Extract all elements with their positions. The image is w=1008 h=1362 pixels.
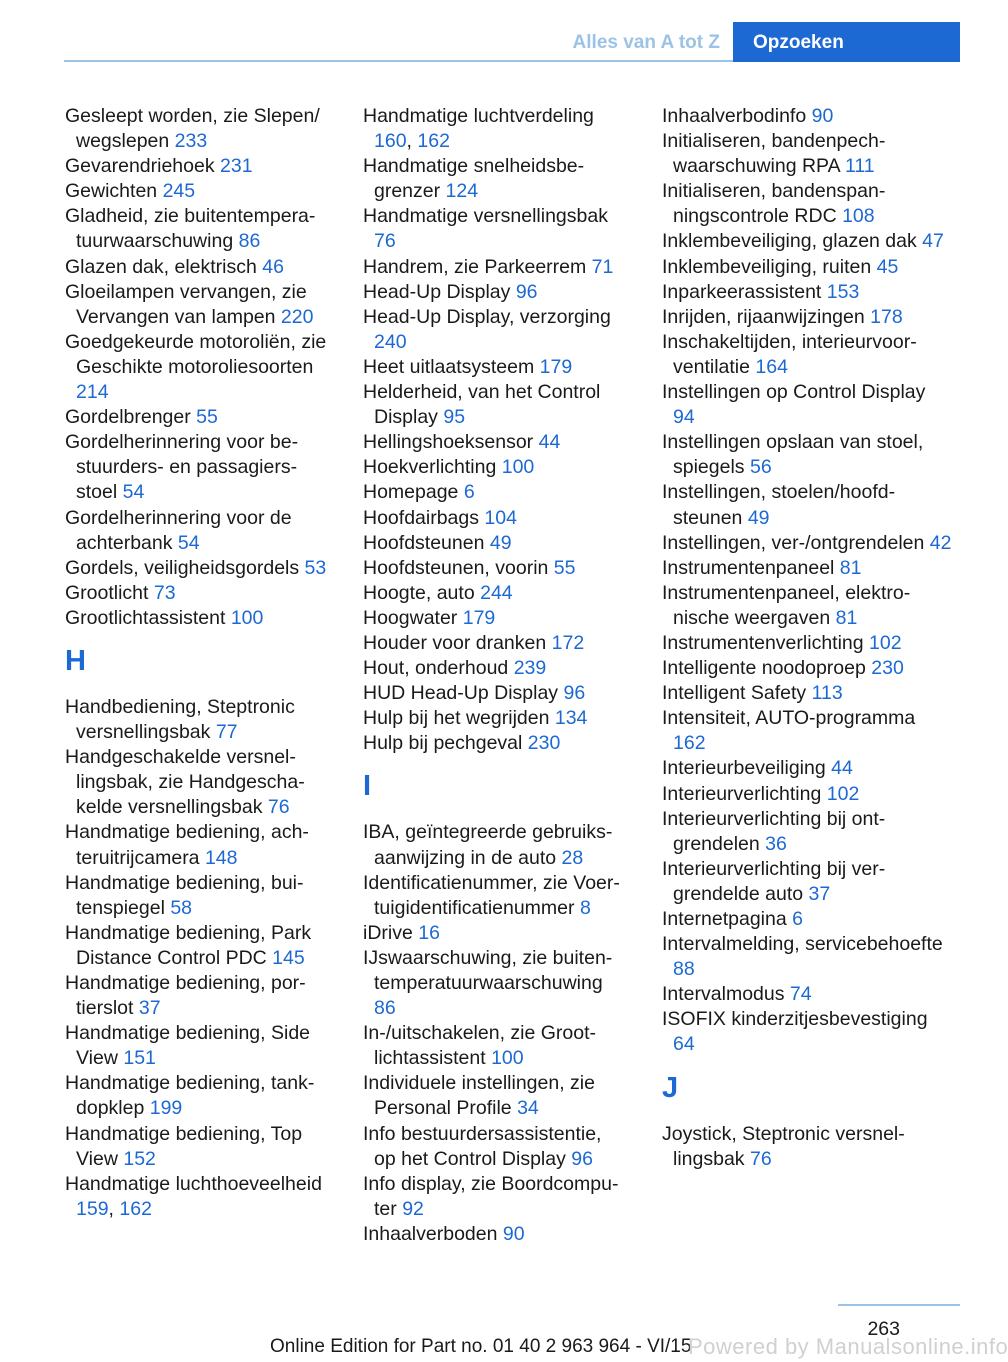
page-link[interactable]: 104 bbox=[484, 506, 517, 529]
page-link[interactable]: 145 bbox=[272, 946, 305, 969]
page-link[interactable]: 76 bbox=[374, 230, 396, 253]
page-link[interactable]: 74 bbox=[789, 983, 812, 1006]
page-link[interactable]: 54 bbox=[177, 531, 200, 554]
index-entry bbox=[65, 695, 330, 745]
index-entry-term: Hulp bij het wegrijden bbox=[363, 707, 555, 730]
index-entry bbox=[65, 921, 330, 971]
page-link[interactable]: 47 bbox=[922, 230, 944, 253]
page-link[interactable]: 6 bbox=[792, 908, 803, 930]
index-entry-term: iDrive bbox=[363, 921, 419, 944]
index-entry-term: Helderheid, van het Control Display bbox=[363, 381, 601, 429]
page-link[interactable]: 95 bbox=[443, 406, 466, 429]
page-link[interactable]: 100 bbox=[491, 1047, 524, 1070]
page-link[interactable]: 81 bbox=[835, 606, 858, 629]
index-entry bbox=[363, 556, 628, 581]
index-entry-term: Gladheid, zie buitentemperatuurwaarschuwing bbox=[65, 205, 316, 253]
index-entry-term: Homepage bbox=[363, 481, 464, 504]
page-link[interactable]: 36 bbox=[765, 832, 787, 855]
index-entry-term: Instellingen opslaan van stoel, spiegels bbox=[662, 431, 924, 479]
index-entry-term: Instrumentenpaneel, elektronische weergaven bbox=[662, 581, 911, 629]
index-entry-term: Instrumentenverlichting bbox=[662, 631, 870, 654]
index-entry bbox=[662, 229, 952, 254]
page-link[interactable]: 102 bbox=[869, 631, 902, 654]
index-entry-term: Heet uitlaatsysteem bbox=[363, 355, 540, 378]
index-entry-term: In-/uitschakelen, zie Grootlichtassistent bbox=[363, 1022, 597, 1070]
index-entry bbox=[662, 305, 952, 330]
index-entry bbox=[363, 255, 628, 280]
index-entry-term: Handmatige bediening, achteruitrijcamera bbox=[65, 821, 309, 869]
index-entry-term: Interieurverlichting bij ontgrendelen bbox=[662, 807, 886, 855]
page-link[interactable]: 8 bbox=[579, 896, 591, 919]
index-entry-term: Interieurverlichting bbox=[662, 782, 827, 805]
index-entry bbox=[363, 631, 628, 656]
index-entry bbox=[65, 556, 330, 581]
index-entry-term: Hoogwater bbox=[363, 606, 463, 629]
index-entry bbox=[662, 104, 952, 129]
index-entry bbox=[662, 330, 952, 380]
page-link[interactable]: 100 bbox=[501, 456, 535, 479]
page-link[interactable]: 71 bbox=[591, 255, 614, 278]
page-link[interactable]: 151 bbox=[123, 1047, 156, 1070]
index-entry bbox=[363, 871, 628, 921]
page-link[interactable]: 100 bbox=[230, 606, 264, 629]
index-entry-term: Info bestuurdersassistentie, op het Control Display bbox=[363, 1122, 602, 1170]
page-link[interactable]: 16 bbox=[418, 921, 440, 944]
index-entry bbox=[363, 1021, 628, 1071]
page-link[interactable]: 134 bbox=[554, 707, 588, 730]
page-link[interactable]: 56 bbox=[749, 456, 772, 479]
index-entry-term: Initialiseren, bandenpechwaarschuwing RPA bbox=[662, 130, 886, 178]
page-separator: , bbox=[406, 130, 418, 153]
index-entry-term: Head-Up Display bbox=[363, 280, 516, 303]
index-entry-term: Interieurverlichting bij vergrendelde auto bbox=[662, 857, 886, 905]
page-link[interactable]: 160 bbox=[374, 130, 407, 153]
index-entry-term: Handmatige bediening, Park Distance Control PDC bbox=[65, 921, 312, 969]
index-entry-term: Inhaalverboden bbox=[363, 1222, 503, 1245]
page-link[interactable]: 46 bbox=[262, 255, 284, 278]
index-entry-term: Interieurbeveiliging bbox=[662, 757, 832, 780]
index-entry-term: Hulp bij pechgeval bbox=[363, 732, 528, 755]
page-link[interactable]: 245 bbox=[162, 180, 196, 203]
index-entry-term: Hoofdsteunen bbox=[363, 531, 490, 554]
index-entry bbox=[65, 606, 330, 631]
page-link[interactable]: 53 bbox=[304, 556, 327, 579]
page-link[interactable]: 73 bbox=[153, 581, 176, 604]
page-number: 263 bbox=[867, 1318, 900, 1340]
index-entry bbox=[363, 606, 628, 631]
index-entry-term: Grootlicht bbox=[65, 581, 154, 604]
page-link[interactable]: 220 bbox=[280, 305, 314, 328]
index-entry bbox=[662, 857, 952, 907]
index-entry-term: Inklembeveiliging, glazen dak bbox=[662, 230, 923, 253]
index-entry-term: Handmatige bediening, buitenspiegel bbox=[65, 871, 304, 919]
page-link[interactable]: 44 bbox=[831, 757, 853, 780]
index-entry bbox=[363, 1122, 628, 1172]
page-link[interactable]: 77 bbox=[215, 721, 238, 744]
index-entry bbox=[662, 280, 952, 305]
index-entry-term: Gordelbrenger bbox=[65, 406, 197, 429]
index-entry bbox=[65, 871, 330, 921]
page-link[interactable]: 152 bbox=[123, 1147, 156, 1170]
page-link[interactable]: 244 bbox=[480, 581, 513, 604]
index-entry bbox=[363, 154, 628, 204]
index-entry bbox=[662, 756, 952, 781]
page-link[interactable]: 239 bbox=[513, 657, 547, 680]
index-entry bbox=[363, 380, 628, 430]
page-link[interactable]: 162 bbox=[417, 130, 450, 153]
index-entry-term: Intelligente noodoproep bbox=[662, 657, 872, 680]
page-link[interactable]: 86 bbox=[238, 230, 261, 253]
index-entry bbox=[662, 380, 952, 430]
page-separator: , bbox=[108, 1197, 120, 1220]
page-link[interactable]: 113 bbox=[811, 682, 843, 705]
index-entry-term: Instellingen op Control Display bbox=[662, 381, 926, 404]
index-entry-term: Handgeschakelde versnellingsbak, zie Handgeschakelde versnellingsbak bbox=[65, 746, 305, 819]
index-entry bbox=[662, 430, 952, 480]
index-entry-term: ISOFIX kinderzitjesbevestiging bbox=[662, 1008, 928, 1031]
index-entry-term: Hoekverlichting bbox=[363, 456, 502, 479]
page-link[interactable]: 108 bbox=[842, 205, 875, 228]
page-link[interactable]: 37 bbox=[808, 882, 831, 905]
index-entry-term: Identificatienummer, zie Voertuigidentificatienummer bbox=[363, 871, 620, 919]
page-link[interactable]: 230 bbox=[527, 732, 561, 755]
index-entry bbox=[363, 305, 628, 355]
header-section-tab[interactable]: Opzoeken bbox=[733, 22, 960, 62]
header-prev-section[interactable]: Alles van A tot Z bbox=[572, 32, 720, 53]
index-entry bbox=[65, 1172, 330, 1222]
page-link[interactable]: 230 bbox=[871, 657, 904, 680]
page-link[interactable]: 58 bbox=[170, 896, 193, 919]
index-entry-term: Hoogte, auto bbox=[363, 581, 481, 604]
index-entry bbox=[662, 656, 952, 681]
index-entry-term: Handmatige bediening, portierslot bbox=[65, 972, 306, 1020]
index-entry bbox=[363, 946, 628, 1021]
page-link[interactable]: 44 bbox=[538, 431, 561, 454]
index-entry-term: Handmatige snelheidsbegrenzer bbox=[363, 155, 585, 203]
page-link[interactable]: 96 bbox=[571, 1147, 593, 1170]
index-entry bbox=[662, 1007, 952, 1057]
page-link[interactable]: 81 bbox=[839, 556, 862, 579]
index-entry bbox=[65, 430, 330, 505]
index-entry bbox=[662, 782, 952, 807]
index-column-2 bbox=[363, 104, 628, 1247]
page-link[interactable]: 162 bbox=[673, 732, 706, 755]
index-entry-term: Inschakeltijden, interieurvoorventilatie bbox=[662, 330, 917, 378]
index-entry bbox=[363, 355, 628, 380]
footer-rule bbox=[838, 1304, 960, 1306]
index-entry bbox=[662, 982, 952, 1007]
page-link[interactable]: 233 bbox=[174, 130, 208, 153]
index-entry-term: IJswaarschuwing, zie buitentemperatuurwaarschuwing bbox=[363, 946, 613, 994]
index-entry bbox=[662, 907, 952, 932]
index-entry bbox=[65, 255, 330, 280]
index-entry-term: Internetpagina bbox=[662, 908, 793, 930]
index-entry bbox=[662, 531, 952, 556]
page-link[interactable]: 148 bbox=[204, 846, 238, 869]
page-link[interactable]: 28 bbox=[561, 846, 584, 869]
page-link[interactable]: 90 bbox=[811, 105, 834, 127]
index-entry bbox=[65, 179, 330, 204]
index-entry-term: Handmatige bediening, Side View bbox=[65, 1022, 311, 1070]
index-entry bbox=[363, 731, 628, 756]
index-entry-term: Hellingshoeksensor bbox=[363, 431, 539, 454]
index-entry-term: Individuele instellingen, zie Personal Profile bbox=[363, 1072, 595, 1120]
index-letter-heading: I bbox=[363, 770, 372, 803]
page-link[interactable]: 49 bbox=[747, 506, 770, 529]
index-entry-term: Handmatige bediening, Top View bbox=[65, 1122, 303, 1170]
index-entry bbox=[363, 1222, 628, 1247]
index-entry-term: Handmatige luchthoeveelheid bbox=[65, 1172, 322, 1195]
index-entry bbox=[65, 971, 330, 1021]
index-entry bbox=[65, 154, 330, 179]
index-entry bbox=[662, 556, 952, 581]
page-link[interactable]: 111 bbox=[844, 155, 875, 178]
index-entry-term: Instellingen, ver-/ontgrendelen bbox=[662, 531, 930, 554]
index-entry-term: Gloeilampen vervangen, zie Vervangen van lampen bbox=[65, 280, 307, 328]
watermark: Powered by Manualsonline.info bbox=[688, 1334, 1008, 1359]
page-link[interactable]: 179 bbox=[539, 355, 573, 378]
page-link[interactable]: 124 bbox=[445, 180, 479, 203]
index-entry-term: Inparkeerassistent bbox=[662, 280, 827, 303]
index-entry-term: Houder voor dranken bbox=[363, 631, 552, 654]
page-link[interactable]: 88 bbox=[673, 958, 695, 981]
index-entry-term: Hout, onderhoud bbox=[363, 657, 514, 680]
index-entry bbox=[363, 480, 628, 505]
index-entry-term: Gesleept worden, zie Slepen/ wegslepen bbox=[65, 105, 320, 153]
index-entry bbox=[363, 430, 628, 455]
edition-text: Online Edition for Part no. 01 40 2 963 964 - VI/15 bbox=[270, 1336, 692, 1357]
index-entry-term: Intensiteit, AUTO-programma bbox=[662, 707, 916, 730]
page-link[interactable]: 64 bbox=[673, 1033, 695, 1056]
index-entry bbox=[363, 921, 628, 946]
page-link[interactable]: 94 bbox=[673, 406, 695, 429]
page-link[interactable]: 164 bbox=[755, 355, 788, 378]
index-entry-term: Gevarendriehoek bbox=[65, 155, 221, 178]
index-entry bbox=[662, 631, 952, 656]
index-entry-term: Grootlichtassistent bbox=[65, 606, 231, 629]
index-letter-heading: H bbox=[65, 644, 86, 677]
index-entry-term: Handmatige bediening, tankdopklep bbox=[65, 1072, 315, 1120]
index-entry-term: Instrumentenpaneel bbox=[662, 556, 840, 579]
index-column-3 bbox=[662, 104, 952, 1172]
index-entry bbox=[363, 681, 628, 706]
page-link[interactable]: 45 bbox=[876, 255, 899, 278]
index-entry bbox=[662, 581, 952, 631]
page-link[interactable]: 37 bbox=[138, 997, 161, 1020]
index-entry bbox=[662, 129, 952, 179]
index-letter-heading: J bbox=[662, 1071, 679, 1104]
index-entry bbox=[65, 1021, 330, 1071]
page-link[interactable]: 34 bbox=[517, 1097, 539, 1120]
page-link[interactable]: 55 bbox=[553, 556, 576, 579]
index-entry-term: Head-Up Display, verzorging bbox=[363, 305, 611, 328]
index-entry bbox=[662, 1122, 952, 1172]
index-entry bbox=[363, 706, 628, 731]
index-entry bbox=[363, 1172, 628, 1222]
index-entry-term: Inhaalverbodinfo bbox=[662, 105, 812, 127]
index-entry bbox=[363, 1071, 628, 1121]
page-link[interactable]: 96 bbox=[515, 280, 538, 303]
page-link[interactable]: 214 bbox=[76, 381, 109, 404]
index-entry bbox=[65, 1122, 330, 1172]
index-entry bbox=[65, 104, 330, 154]
page-link[interactable]: 159 bbox=[76, 1197, 109, 1220]
index-entry-term: Intervalmodus bbox=[662, 983, 790, 1006]
index-entry bbox=[363, 104, 628, 154]
index-entry bbox=[662, 681, 952, 706]
page-link[interactable]: 6 bbox=[463, 481, 475, 504]
index-entry bbox=[662, 179, 952, 229]
page-link[interactable]: 240 bbox=[374, 330, 407, 353]
index-entry-term: IBA, geïntegreerde gebruiksaanwijzing in de auto bbox=[363, 821, 613, 869]
index-entry-term: Inrijden, rijaanwijzingen bbox=[662, 305, 871, 328]
page-link[interactable]: 49 bbox=[489, 531, 512, 554]
page-link[interactable]: 76 bbox=[267, 796, 290, 819]
page-link[interactable]: 96 bbox=[563, 682, 586, 705]
index-entry bbox=[65, 820, 330, 870]
index-entry bbox=[662, 932, 952, 982]
index-entry-term: Info display, zie Boordcomputer bbox=[363, 1172, 619, 1220]
index-entry-term: Hoofdsteunen, voorin bbox=[363, 556, 554, 579]
index-entry-term: Intervalmelding, servicebehoefte bbox=[662, 933, 943, 956]
page-link[interactable]: 55 bbox=[196, 406, 218, 429]
index-entry bbox=[363, 656, 628, 681]
page-link[interactable]: 86 bbox=[374, 997, 396, 1020]
index-entry-term: Glazen dak, elektrisch bbox=[65, 255, 263, 278]
page-link[interactable]: 54 bbox=[122, 481, 145, 504]
page-link[interactable]: 92 bbox=[402, 1197, 424, 1220]
index-entry-term: Gordelherinnering voor de achterbank bbox=[65, 506, 292, 554]
index-entry bbox=[662, 807, 952, 857]
index-entry bbox=[363, 455, 628, 480]
page-link[interactable]: 199 bbox=[149, 1097, 183, 1120]
index-entry bbox=[363, 531, 628, 556]
index-entry-term: Instellingen, stoelen/hoofdsteunen bbox=[662, 481, 896, 529]
index-entry bbox=[65, 581, 330, 606]
index-entry bbox=[65, 330, 330, 405]
index-entry-term: Hoofdairbags bbox=[363, 506, 485, 529]
index-entry-term: Gewichten bbox=[65, 180, 163, 203]
index-entry-term: Inklembeveiliging, ruiten bbox=[662, 255, 877, 278]
page-link[interactable]: 153 bbox=[826, 280, 860, 303]
index-entry bbox=[65, 204, 330, 254]
page-link[interactable]: 179 bbox=[462, 606, 496, 629]
index-entry bbox=[65, 1071, 330, 1121]
page-link[interactable]: 76 bbox=[749, 1147, 772, 1170]
index-entry-term: Handmatige versnellingsbak bbox=[363, 205, 608, 228]
index-entry bbox=[65, 506, 330, 556]
page-link[interactable]: 102 bbox=[826, 782, 860, 805]
index-entry bbox=[363, 581, 628, 606]
page-link[interactable]: 231 bbox=[220, 155, 253, 178]
index-entry bbox=[65, 405, 330, 430]
index-entry-term: Initialiseren, bandenspanningscontrole RDC bbox=[662, 180, 886, 228]
index-entry-term: Handbediening, Steptronic versnellingsbak bbox=[65, 695, 295, 744]
index-entry-term: HUD Head-Up Display bbox=[363, 682, 564, 705]
index-entry bbox=[363, 204, 628, 254]
index-entry bbox=[363, 280, 628, 305]
page-link[interactable]: 42 bbox=[929, 531, 952, 554]
index-entry bbox=[662, 480, 952, 530]
index-entry-term: Intelligent Safety bbox=[662, 682, 812, 705]
index-entry bbox=[65, 745, 330, 820]
index-entry-term: Joystick, Steptronic versnellingsbak bbox=[662, 1122, 905, 1170]
index-entry bbox=[662, 255, 952, 280]
page-link[interactable]: 172 bbox=[551, 631, 585, 654]
index-entry bbox=[65, 280, 330, 330]
index-entry bbox=[363, 506, 628, 531]
index-column-1 bbox=[65, 104, 330, 1222]
page-link[interactable]: 162 bbox=[119, 1197, 152, 1220]
page-link[interactable]: 178 bbox=[870, 305, 903, 328]
index-entry-term: Handrem, zie Parkeerrem bbox=[363, 255, 592, 278]
page-link[interactable]: 90 bbox=[502, 1222, 525, 1245]
index-entry-term: Gordels, veiligheidsgordels bbox=[65, 556, 305, 579]
index-entry bbox=[662, 706, 952, 756]
index-entry-term: Gordelherinnering voor bestuurders- en passagiersstoel bbox=[65, 431, 299, 504]
index-entry-term: Handmatige luchtverdeling bbox=[363, 105, 594, 127]
index-entry-term: Goedgekeurde motoroliën, zie Geschikte motoroliesoorten bbox=[65, 330, 327, 378]
index-entry bbox=[363, 820, 628, 870]
